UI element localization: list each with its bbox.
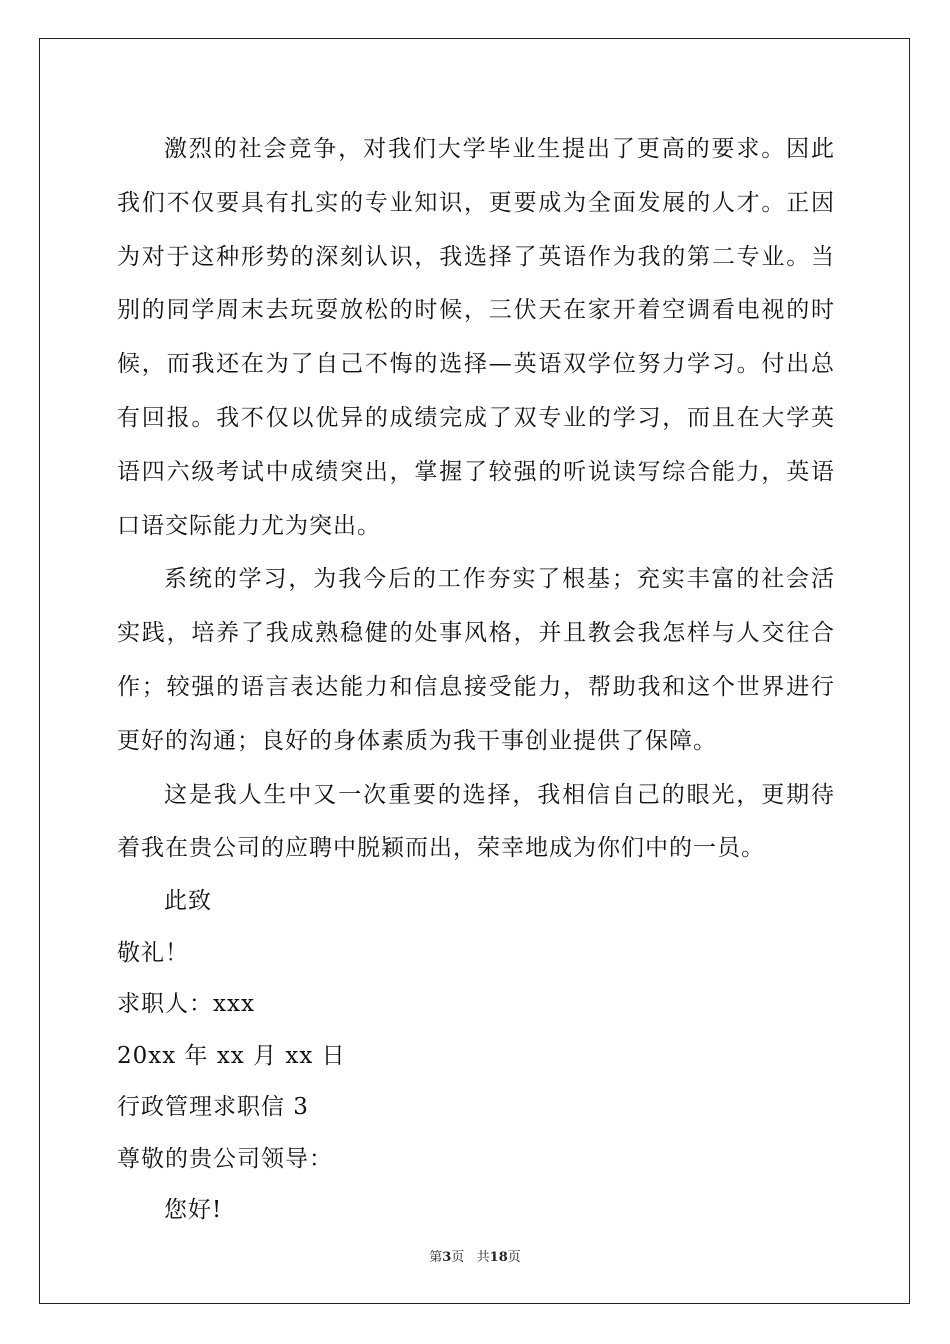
footer-suffix: 页 <box>507 1250 521 1265</box>
page-footer <box>0 1246 950 1265</box>
footer-mid: 页 共 <box>451 1250 490 1265</box>
document-body <box>117 123 835 1237</box>
next-letter-hello: 您好! <box>164 1197 223 1224</box>
next-letter-greeting: 尊敬的贵公司领导： <box>117 1145 333 1172</box>
regards: 敬礼！ <box>117 939 189 966</box>
paragraph-2: 系统的学习，为我今后的工作夯实了根基；充实丰富的社会活实践，培养了我成熟稳健的处事风格，并且教会我怎样与人交往合作；较强的语言表达能力和信息接受能力，帮助我和这个世界进行更好的沟通；良好的身体素质为我干事创业提供了保障。 <box>117 566 835 754</box>
footer-total-pages: 18 <box>489 1250 508 1265</box>
next-letter-title: 行政管理求职信 3 <box>117 1094 309 1121</box>
applicant-line: 求职人：xxx <box>117 991 255 1018</box>
footer-prefix: 第 <box>429 1250 443 1265</box>
paragraph-1: 激烈的社会竞争，对我们大学毕业生提出了更高的要求。因此我们不仅要具有扎实的专业知识，更要成为全面发展的人才。正因为对于这种形势的深刻认识，我选择了英语作为我的第二专业。当别的同学周末去玩耍放松的时候，三伏天在家开着空调看电视的时候，而我还在为了自己不悔的选择—英语双学位努力学习。付出总有回报。我不仅以优异的成绩完成了双专业的学习，而且在大学英语四六级考试中成绩突出，掌握了较强的听说读写综合能力，英语口语交际能力尤为突出。 <box>117 136 835 539</box>
date-line: 20xx 年 xx 月 xx 日 <box>117 1042 346 1069</box>
closing-salutation: 此致 <box>164 888 212 915</box>
footer-current-page: 3 <box>442 1250 452 1265</box>
paragraph-3: 这是我人生中又一次重要的选择，我相信自己的眼光，更期待着我在贵公司的应聘中脱颖而出，荣幸地成为你们中的一员。 <box>117 781 835 862</box>
